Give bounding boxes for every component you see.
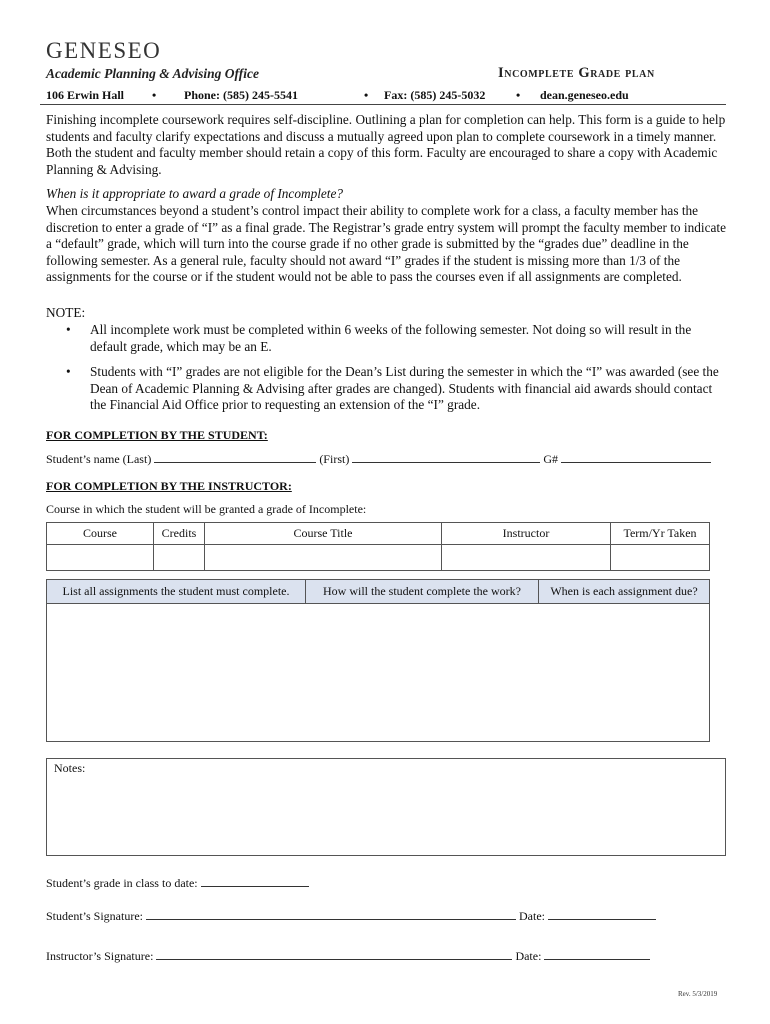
last-name-field[interactable] bbox=[154, 450, 316, 463]
gnumber-field[interactable] bbox=[561, 450, 711, 463]
bullet-text: Students with “I” grades are not eligible for the Dean’s List during the semester in which the “I” was awarded (see the Dean of Academic Planning & Advising after grades are changed). Students with financial aid awards should contact the Financial Aid Office prior to requesting an extension of the “I” grade. bbox=[90, 364, 719, 413]
student-section-heading: FOR COMPLETION BY THE STUDENT: bbox=[46, 428, 268, 442]
separator-dot: • bbox=[364, 88, 369, 102]
fax: Fax: (585) 245-5032 bbox=[384, 88, 486, 102]
instructor-date-label: Date: bbox=[515, 949, 542, 963]
assignments-table-header bbox=[47, 580, 710, 604]
course-table bbox=[46, 522, 710, 571]
instructor-signature-field[interactable] bbox=[156, 947, 512, 960]
credits-field[interactable] bbox=[154, 545, 205, 571]
col-course: Course bbox=[47, 523, 154, 545]
instructor-date-field[interactable] bbox=[544, 947, 650, 960]
instructor-field[interactable] bbox=[442, 545, 611, 571]
notes-label: Notes: bbox=[54, 761, 86, 775]
course-table-row bbox=[47, 545, 710, 571]
separator-dot: • bbox=[516, 88, 521, 102]
col-when-due: When is each assignment due? bbox=[539, 580, 710, 604]
course-table-header bbox=[47, 523, 710, 545]
phone: Phone: (585) 245-5541 bbox=[184, 88, 298, 102]
intro-paragraph: Finishing incomplete coursework requires self-discipline. Outlining a plan for completion can help. This form is a guide to help students and faculty clarify expectations and discuss a mutually agreed upon plan to complete coursework in a timely manner. Both the student and faculty member should retain a copy of this form. Faculty are encouraged to share a copy with Academic Planning & Advising. bbox=[46, 112, 726, 177]
instructor-section-heading: FOR COMPLETION BY THE INSTRUCTOR: bbox=[46, 479, 292, 493]
assignments-entry-area bbox=[47, 604, 710, 742]
bullet-text: All incomplete work must be completed within 6 weeks of the following semester. Not doing so will result in the default grade, which may be an E. bbox=[90, 322, 692, 354]
col-term-taken: Term/Yr Taken bbox=[611, 523, 710, 545]
student-signature-label: Student’s Signature: bbox=[46, 909, 143, 923]
last-name-label: Student’s name (Last) bbox=[46, 452, 152, 466]
instructor-signature-label: Instructor’s Signature: bbox=[46, 949, 154, 963]
assignments-field[interactable] bbox=[47, 604, 710, 742]
col-assignments: List all assignments the student must complete. bbox=[47, 580, 306, 604]
course-prompt: Course in which the student will be granted a grade of Incomplete: bbox=[46, 502, 367, 516]
form-title: Incomplete Grade plan bbox=[498, 65, 655, 81]
geneseo-logo: GENESEO bbox=[46, 38, 162, 63]
student-date-label: Date: bbox=[519, 909, 545, 923]
col-credits: Credits bbox=[154, 523, 205, 545]
office-name: Academic Planning & Advising Office bbox=[46, 66, 259, 81]
when-paragraph: When circumstances beyond a student’s control impact their ability to complete work for a class, a faculty member has the discretion to enter a grade of “I” as a final grade. The Registrar’s grade entry system will prompt the faculty member to indicate a “default” grade, which will turn into the course grade if no other grade is submitted by the “grades due” deadline in the following semester. As a general rule, faculty should not award “I” grades if the student is missing more than 1/3 of the assignments for the course or if the student would not be able to pass the courses even if all assignments are completed. bbox=[46, 203, 726, 285]
grade-to-date-label: Student’s grade in class to date: bbox=[46, 876, 198, 890]
grade-to-date-field[interactable] bbox=[201, 874, 309, 887]
address: 106 Erwin Hall bbox=[46, 88, 125, 102]
student-signature-row bbox=[46, 907, 656, 924]
instructor-signature-row bbox=[46, 947, 650, 964]
gnumber-label: G# bbox=[543, 452, 558, 466]
separator-dot: • bbox=[152, 88, 157, 102]
course-field[interactable] bbox=[47, 545, 154, 571]
bullet-item bbox=[66, 322, 726, 355]
notes-box[interactable] bbox=[46, 758, 726, 856]
student-signature-field[interactable] bbox=[146, 907, 516, 920]
col-instructor: Instructor bbox=[442, 523, 611, 545]
bullet-item bbox=[66, 364, 726, 414]
first-name-label: (First) bbox=[319, 452, 350, 466]
col-course-title: Course Title bbox=[205, 523, 442, 545]
header-rule bbox=[40, 104, 726, 105]
bullet-dot: • bbox=[66, 322, 71, 337]
assignments-table bbox=[46, 579, 710, 742]
bullet-dot: • bbox=[66, 364, 71, 379]
revision-date: Rev. 5/3/2019 bbox=[678, 990, 718, 998]
when-heading: When is it appropriate to award a grade of Incomplete? bbox=[46, 186, 344, 201]
student-name-row bbox=[46, 450, 736, 467]
student-date-field[interactable] bbox=[548, 907, 656, 920]
term-taken-field[interactable] bbox=[611, 545, 710, 571]
col-how-complete: How will the student complete the work? bbox=[306, 580, 539, 604]
grade-to-date-row bbox=[46, 874, 309, 891]
note-label: NOTE: bbox=[46, 305, 86, 320]
course-title-field[interactable] bbox=[205, 545, 442, 571]
website-link[interactable]: dean.geneseo.edu bbox=[540, 88, 629, 102]
first-name-field[interactable] bbox=[352, 450, 540, 463]
